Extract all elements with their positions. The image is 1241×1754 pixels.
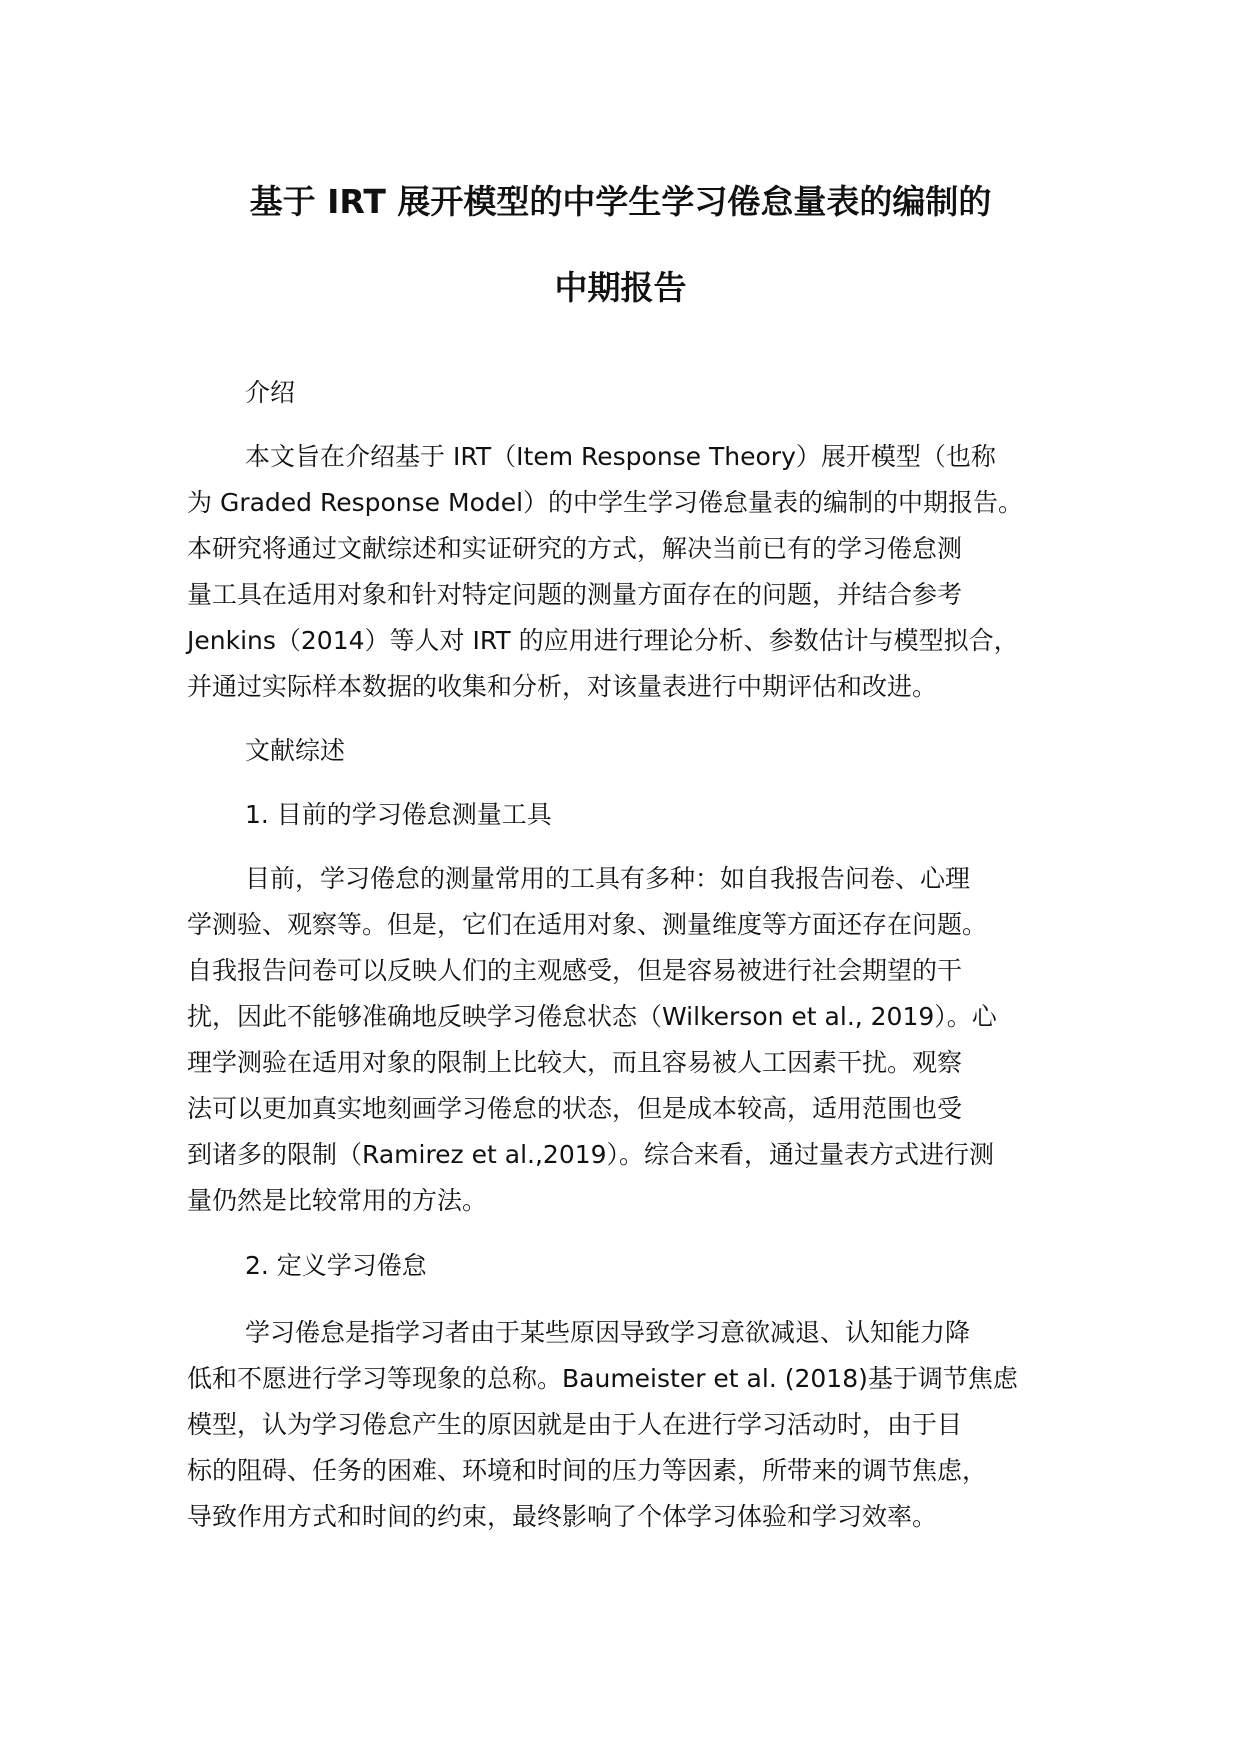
paragraph-line: 低和不愿进行学习等现象的总称。Baumeister et al. (2018)基于调节焦虑 xyxy=(187,1364,1018,1393)
heading-text: 2. 定义学习倦怠 xyxy=(245,1251,427,1280)
paragraph-line: 量仍然是比较常用的方法。 xyxy=(187,1186,488,1215)
heading-text: 文献综述 xyxy=(245,736,346,765)
paragraph-line: 标的阻碍、任务的困难、环境和时间的压力等因素，所带来的调节焦虑， xyxy=(187,1456,988,1485)
paragraph-line: 本文旨在介绍基于 IRT（Item Response Theory）展开模型（也称 xyxy=(245,442,996,471)
paragraph-line: 模型，认为学习倦怠产生的原因就是由于人在进行学习活动时，由于目 xyxy=(187,1410,963,1439)
paragraph-intro xyxy=(187,434,1077,710)
paragraph-sub2 xyxy=(187,1310,1077,1540)
document-title-line-2: 中期报告 xyxy=(554,268,687,307)
paragraph-line: 学习倦怠是指学习者由于某些原因导致学习意欲减退、认知能力降 xyxy=(245,1318,971,1347)
paragraph-line: 学测验、观察等。但是，它们在适用对象、测量维度等方面还存在问题。 xyxy=(187,910,988,939)
paragraph-line: 导致作用方式和时间的约束，最终影响了个体学习体验和学习效率。 xyxy=(187,1502,938,1531)
paragraph-line: 法可以更加真实地刻画学习倦怠的状态，但是成本较高，适用范围也受 xyxy=(187,1094,963,1123)
heading-text: 1. 目前的学习倦怠测量工具 xyxy=(245,800,552,829)
paragraph-line: 到诸多的限制（Ramirez et al.,2019）。综合来看，通过量表方式进行测 xyxy=(187,1140,995,1169)
paragraph-line: 目前，学习倦怠的测量常用的工具有多种：如自我报告问卷、心理 xyxy=(245,864,971,893)
heading-text: 介绍 xyxy=(245,378,296,407)
paragraph-line: 自我报告问卷可以反映人们的主观感受，但是容易被进行社会期望的干 xyxy=(187,956,963,985)
paragraph-line: Jenkins（2014）等人对 IRT 的应用进行理论分析、参数估计与模型拟合， xyxy=(187,626,1019,655)
paragraph-line: 量工具在适用对象和针对特定问题的测量方面存在的问题，并结合参考 xyxy=(187,580,963,609)
paragraph-line: 本研究将通过文献综述和实证研究的方式，解决当前已有的学习倦怠测 xyxy=(187,534,963,563)
paragraph-sub1 xyxy=(187,856,1077,1224)
paragraph-line: 为 Graded Response Model）的中学生学习倦怠量表的编制的中期报告。 xyxy=(187,488,1024,517)
document-title-line-1: 基于 IRT 展开模型的中学生学习倦怠量表的编制的 xyxy=(249,182,992,221)
paragraph-line: 理学测验在适用对象的限制上比较大，而且容易被人工因素干扰。观察 xyxy=(187,1048,963,1077)
section-heading-intro xyxy=(187,370,1077,416)
subsection-heading-1 xyxy=(187,792,1077,838)
paragraph-line: 并通过实际样本数据的收集和分析，对该量表进行中期评估和改进。 xyxy=(187,672,938,701)
section-heading-review xyxy=(187,728,1077,774)
subsection-heading-2 xyxy=(187,1243,1077,1289)
paragraph-line: 扰，因此不能够准确地反映学习倦怠状态（Wilkerson et al., 2019）。心 xyxy=(187,1002,997,1031)
